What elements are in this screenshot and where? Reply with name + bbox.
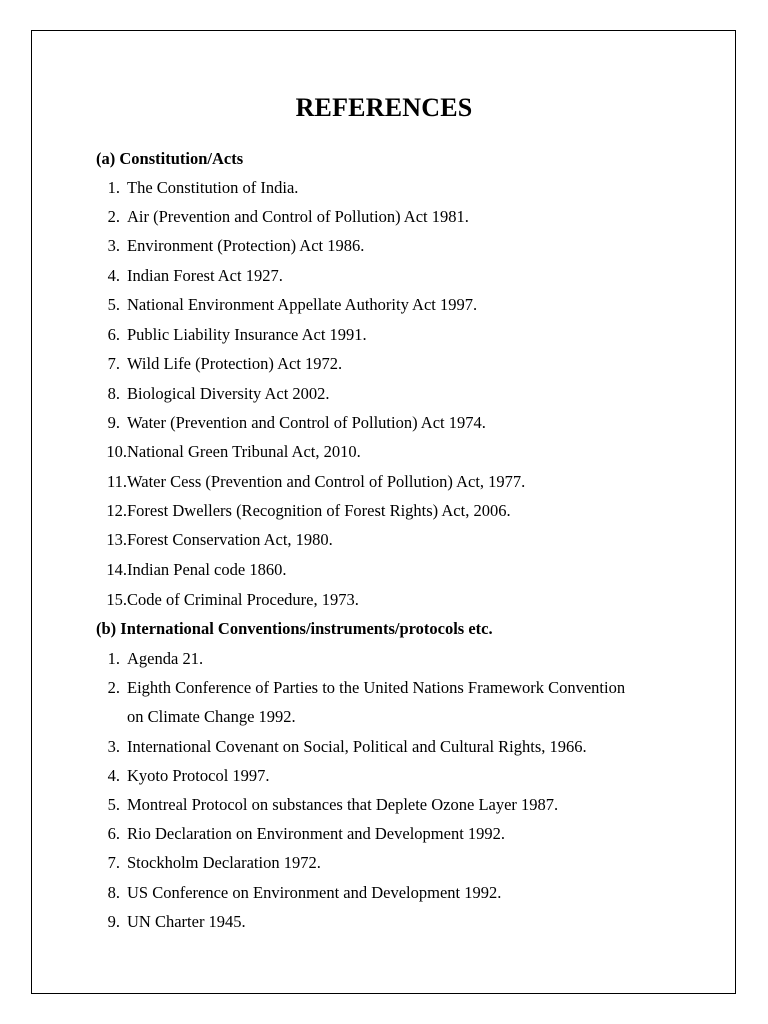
- item-text: Eighth Conference of Parties to the United Nations Framework Convention: [127, 678, 626, 697]
- item-text: Wild Life (Protection) Act 1972.: [127, 354, 343, 373]
- item-text: UN Charter 1945.: [127, 912, 246, 931]
- item-number: 7.: [107, 853, 120, 872]
- item-number: 2.: [107, 207, 120, 226]
- item-number: 7.: [107, 354, 120, 373]
- item-text-continuation: on Climate Change 1992.: [127, 707, 296, 726]
- item-text: Water (Prevention and Control of Pollution) Act 1974.: [127, 413, 486, 432]
- item-number: 5.: [107, 295, 120, 314]
- item-text: National Green Tribunal Act, 2010.: [127, 442, 361, 461]
- item-number: 1.: [107, 178, 120, 197]
- item-text: Forest Dwellers (Recognition of Forest Rights) Act, 2006.: [127, 501, 511, 520]
- item-number: 6.: [107, 824, 120, 843]
- item-text: Air (Prevention and Control of Pollution) Act 1981.: [127, 207, 469, 226]
- item-number: 5.: [107, 795, 120, 814]
- item-number: 4.: [107, 266, 120, 285]
- item-text: Water Cess (Prevention and Control of Pollution) Act, 1977.: [127, 472, 526, 491]
- item-text: Stockholm Declaration 1972.: [127, 853, 321, 872]
- item-text: Indian Forest Act 1927.: [127, 266, 283, 285]
- item-number: 11.: [106, 472, 127, 491]
- item-text: The Constitution of India.: [127, 178, 299, 197]
- item-text: Montreal Protocol on substances that Deplete Ozone Layer 1987.: [127, 795, 559, 814]
- item-text: Environment (Protection) Act 1986.: [127, 236, 365, 255]
- item-text: Biological Diversity Act 2002.: [127, 384, 330, 403]
- item-text: Forest Conservation Act, 1980.: [127, 530, 333, 549]
- section-b-heading: (b) International Conventions/instruments/protocols etc.: [96, 619, 493, 638]
- item-number: 1.: [107, 649, 120, 668]
- item-number: 10.: [106, 442, 127, 461]
- item-number: 4.: [107, 766, 120, 785]
- section-a-heading: (a) Constitution/Acts: [96, 149, 244, 168]
- item-number: 8.: [107, 384, 120, 403]
- item-number: 2.: [107, 678, 120, 697]
- item-number: 3.: [107, 737, 120, 756]
- item-text: Rio Declaration on Environment and Development 1992.: [127, 824, 506, 843]
- item-text: Indian Penal code 1860.: [127, 560, 287, 579]
- item-number: 9.: [107, 912, 120, 931]
- item-text: International Covenant on Social, Political and Cultural Rights, 1966.: [127, 737, 587, 756]
- item-number: 14.: [106, 560, 127, 579]
- item-text: US Conference on Environment and Development 1992.: [127, 883, 502, 902]
- page-title: REFERENCES: [295, 93, 473, 122]
- item-number: 12.: [106, 501, 127, 520]
- item-number: 13.: [106, 530, 127, 549]
- item-number: 8.: [107, 883, 120, 902]
- item-number: 9.: [107, 413, 120, 432]
- item-number: 6.: [107, 325, 120, 344]
- item-text: Public Liability Insurance Act 1991.: [127, 325, 367, 344]
- item-number: 15.: [106, 590, 127, 609]
- item-number: 3.: [107, 236, 120, 255]
- item-text: Kyoto Protocol 1997.: [127, 766, 270, 785]
- item-text: Agenda 21.: [127, 649, 204, 668]
- item-text: Code of Criminal Procedure, 1973.: [127, 590, 359, 609]
- item-text: National Environment Appellate Authority Act 1997.: [127, 295, 478, 314]
